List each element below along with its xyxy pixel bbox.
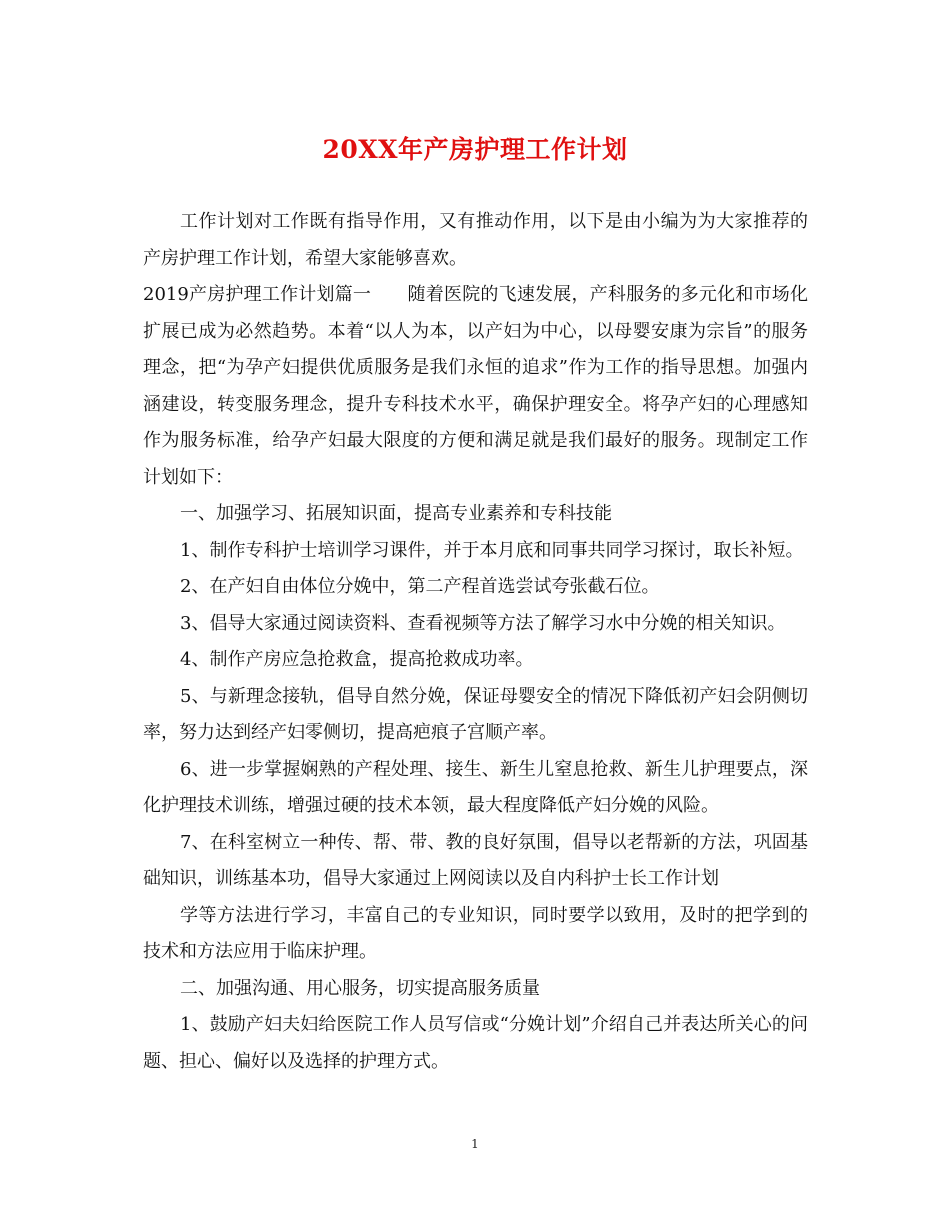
document-body: [143, 204, 808, 1080]
list-item-1-7: 7、在科室树立一种传、帮、带、教的良好氛围，倡导以老帮新的方法，巩固基础知识，训练基本功，倡导大家通过上网阅读以及自内科护士长工作计划: [143, 831, 808, 889]
list-item-2-1: 1、鼓励产妇夫妇给医院工作人员写信或“分娩计划”介绍自己并表达所关心的问题、担心、偏好以及选择的护理方式。: [143, 1014, 808, 1072]
section-heading-2: 二、加强沟通、用心服务，切实提高服务质量: [180, 977, 540, 999]
list-item-1-2: 2、在产妇自由体位分娩中，第二产程首选尝试夸张截石位。: [180, 576, 660, 597]
list-item-1-4: 4、制作产房应急抢救盒，提高抢救成功率。: [180, 649, 534, 670]
list-item-1-3: 3、倡导大家通过阅读资料、查看视频等方法了解学习水中分娩的相关知识。: [180, 612, 786, 634]
paragraph-intro: 工作计划对工作既有指导作用，又有推动作用，以下是由小编为为大家推荐的产房护理工作计划，希望大家能够喜欢。: [143, 211, 808, 269]
list-item-1-7-continued: 学等方法进行学习，丰富自己的专业知识，同时要学以致用，及时的把学到的技术和方法应用于临床护理。: [143, 904, 808, 962]
list-item-1-5: 5、与新理念接轨，倡导自然分娩，保证母婴安全的情况下降低初产妇会阴侧切率，努力达到经产妇零侧切，提高疤痕子宫顺产率。: [143, 685, 808, 743]
section-heading-1: 一、加强学习、拓展知识面，提高专业素养和专科技能: [180, 503, 612, 524]
paragraph-plan-intro: 2019产房护理工作计划篇一 随着医院的飞速发展，产科服务的多元化和市场化扩展已成为必然趋势。本着“以人为本，以产妇为中心，以母婴安康为宗旨”的服务理念，把“为孕产妇提供优质服务是我们永恒的追求”作为工作的指导思想。加强内涵建设，转变服务理念，提升专科技术水平，确保护理安全。将孕产妇的心理感知作为服务标准，给孕产妇最大限度的方便和满足就是我们最好的服务。现制定工作计划如下：: [143, 284, 808, 488]
list-item-1-1: 1、制作专科护士培训学习课件，并于本月底和同事共同学习探讨，取长补短。: [180, 539, 804, 561]
page-number: 1: [471, 1137, 479, 1151]
list-item-1-6: 6、进一步掌握娴熟的产程处理、接生、新生儿窒息抢救、新生儿护理要点，深化护理技术训练，增强过硬的技术本领，最大程度降低产妇分娩的风险。: [143, 758, 808, 816]
document-title: 20XX年产房护理工作计划: [322, 135, 628, 164]
